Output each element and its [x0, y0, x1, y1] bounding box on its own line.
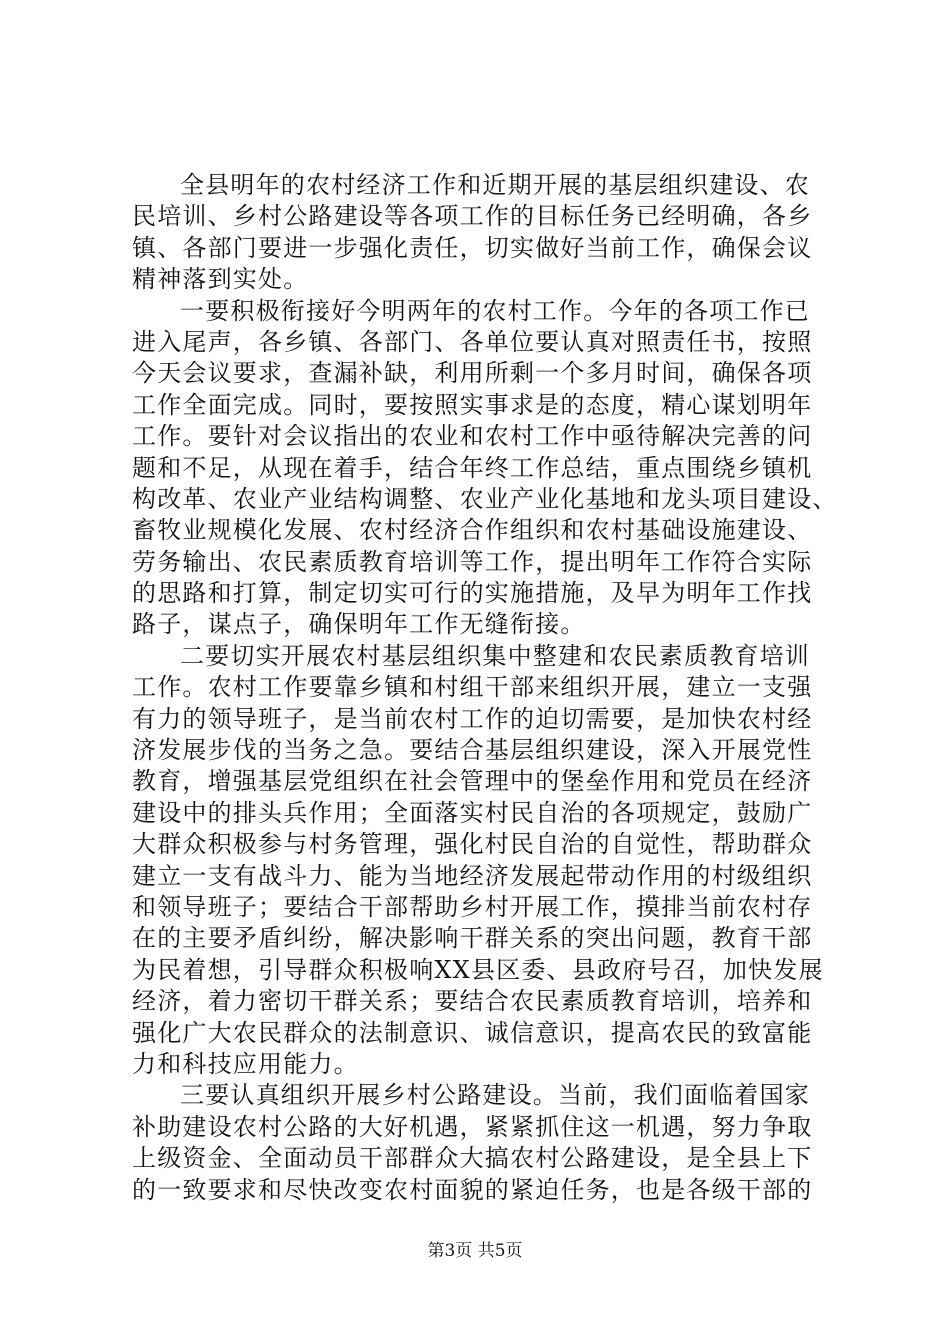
text-line: 建设中的排头兵作用；全面落实村民自治的各项规定，鼓励广	[132, 798, 813, 827]
text-line: 的思路和打算，制定切实可行的实施措施，及早为明年工作找	[132, 579, 813, 608]
text-line: 为民着想，引导群众积极响XX县区委、县政府号召，加快发展	[132, 955, 824, 984]
text-line: 民培训、乡村公路建设等各项工作的目标任务已经明确，各乡	[132, 202, 813, 231]
text-line: 补助建设农村公路的大好机遇，紧紧抓住这一机遇，努力争取	[132, 1112, 813, 1141]
text-line: 大群众积极参与村务管理，强化村民自治的自觉性，帮助群众	[132, 830, 813, 859]
text-line: 经济，着力密切干群关系；要结合农民素质教育培训，培养和	[132, 987, 813, 1016]
page-number-footer: 第3页 共5页	[427, 1241, 523, 1261]
text-line: 建立一支有战斗力、能为当地经济发展起带动作用的村级组织	[132, 861, 813, 890]
text-line: 和领导班子；要结合干部帮助乡村开展工作，摸排当前农村存	[132, 892, 813, 921]
document-body	[132, 170, 837, 1206]
text-line: 进入尾声，各乡镇、各部门、各单位要认真对照责任书，按照	[132, 327, 813, 356]
text-line: 在的主要矛盾纠纷，解决影响干群关系的突出问题，教育干部	[132, 924, 813, 953]
text-line: 题和不足，从现在着手，结合年终工作总结，重点围绕乡镇机	[132, 453, 813, 482]
text-line: 精神落到实处。	[132, 265, 309, 294]
text-line: 教育，增强基层党组织在社会管理中的堡垒作用和党员在经济	[132, 767, 813, 796]
text-line: 强化广大农民群众的法制意识、诚信意识，提高农民的致富能	[132, 1018, 813, 1047]
text-line: 二要切实开展农村基层组织集中整建和农民素质教育培训	[180, 641, 810, 670]
text-line: 工作。要针对会议指出的农业和农村工作中亟待解决完善的问	[132, 422, 813, 451]
text-line: 力和科技应用能力。	[132, 1049, 359, 1078]
text-line: 上级资金、全面动员干部群众大搞农村公路建设，是全县上下	[132, 1144, 813, 1173]
text-line: 工作全面完成。同时，要按照实事求是的态度，精心谋划明年	[132, 390, 813, 419]
text-line: 一要积极衔接好今明两年的农村工作。今年的各项工作已	[180, 296, 810, 325]
text-line: 劳务输出、农民素质教育培训等工作，提出明年工作符合实际	[132, 547, 813, 576]
text-line: 镇、各部门要进一步强化责任，切实做好当前工作，确保会议	[132, 233, 813, 262]
text-line: 畜牧业规模化发展、农村经济合作组织和农村基础设施建设、	[132, 516, 813, 545]
text-line: 的一致要求和尽快改变农村面貌的紧迫任务，也是各级干部的	[132, 1175, 813, 1204]
text-line: 构改革、农业产业结构调整、农业产业化基地和龙头项目建设、	[132, 484, 838, 513]
text-line: 三要认真组织开展乡村公路建设。当前，我们面临着国家	[180, 1081, 810, 1110]
text-line: 今天会议要求，查漏补缺，利用所剩一个多月时间，确保各项	[132, 359, 813, 388]
text-line: 济发展步伐的当务之急。要结合基层组织建设，深入开展党性	[132, 736, 813, 765]
text-line: 有力的领导班子，是当前农村工作的迫切需要，是加快农村经	[132, 704, 813, 733]
text-line: 路子，谋点子，确保明年工作无缝衔接。	[132, 610, 586, 639]
text-line: 全县明年的农村经济工作和近期开展的基层组织建设、农	[180, 171, 810, 199]
text-line: 工作。农村工作要靠乡镇和村组干部来组织开展，建立一支强	[132, 673, 813, 702]
